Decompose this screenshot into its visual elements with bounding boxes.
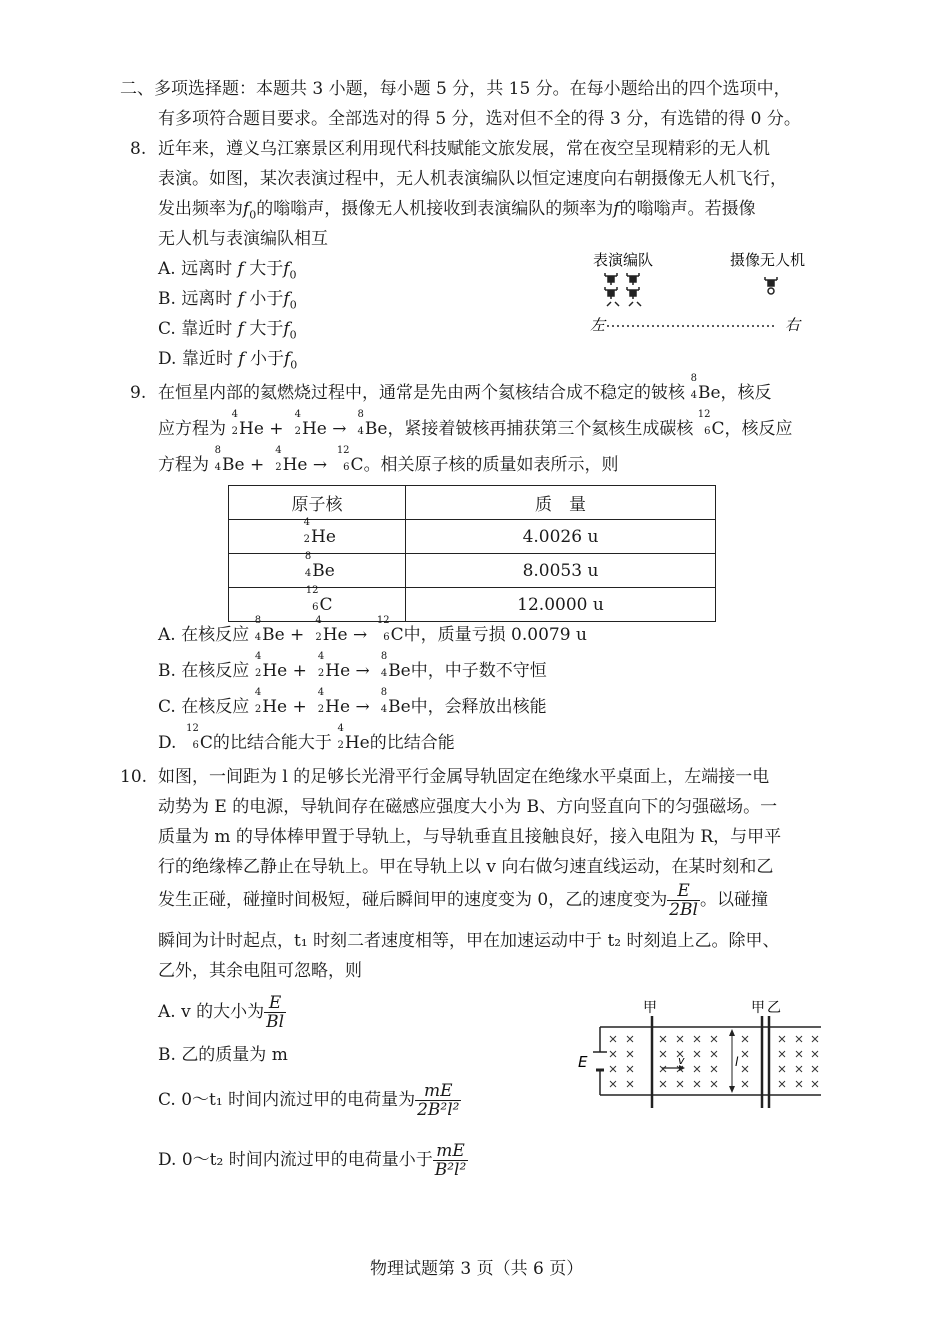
field-cross: [711, 1081, 717, 1087]
q8-line4: 无人机与表演编队相互: [158, 229, 328, 249]
table-row: [229, 588, 716, 622]
field-cross: [711, 1051, 717, 1057]
field-cross: [796, 1051, 802, 1057]
field-cross: [779, 1036, 785, 1042]
width-label: l: [735, 1055, 739, 1069]
q10-option-a[interactable]: A. v 的大小为 $\frac{E}{Bl}$: [158, 993, 285, 1032]
field-cross: [796, 1036, 802, 1042]
page-footer: 物理试题第 3 页（共 6 页）: [370, 1259, 584, 1279]
q10-line7: 乙外，其余电阻可忽略，则: [158, 961, 362, 981]
q8-number: 8.: [130, 139, 147, 159]
velocity-label: v: [678, 1054, 685, 1067]
field-cross: [660, 1051, 666, 1057]
mass-cell: 8.0053 u: [406, 554, 716, 588]
field-cross: [677, 1081, 683, 1087]
q9-option-b[interactable]: B. 在核反应 4 2 He + 4 2 He → 8 4 Be中，中子数不守恒: [158, 651, 547, 681]
field-cross: [610, 1081, 616, 1087]
q10-option-b[interactable]: B. 乙的质量为 m: [158, 1045, 288, 1065]
field-cross: [677, 1036, 683, 1042]
field-cross: [742, 1081, 748, 1087]
nucleus-cell: 12 6 C: [229, 588, 406, 622]
table-header-row: [229, 486, 716, 520]
field-cross: [627, 1036, 633, 1042]
q10-line4: 行的绝缘棒乙静止在导轨上。甲在导轨上以 v 向右做匀速直线运动，在某时刻和乙: [158, 857, 774, 877]
emf-label: E: [578, 1053, 588, 1071]
field-cross: [779, 1081, 785, 1087]
q8-line1: 近年来，遵义乌江寨景区利用现代科技赋能文旅发展，常在夜空呈现精彩的无人机: [158, 139, 770, 159]
q8-line2: 表演。如图，某次表演过程中，无人机表演编队以恒定速度向右朝摄像无人机飞行，: [158, 169, 787, 189]
field-cross: [711, 1036, 717, 1042]
table-header-mass: 质 量: [406, 486, 716, 520]
field-cross: [694, 1066, 700, 1072]
jia-left-label: 甲: [643, 1000, 657, 1016]
section-title-line2: 有多项符合题目要求。全部选对的得 5 分，选对但不全的得 3 分，有选错的得 0 分。: [158, 109, 801, 129]
field-cross: [694, 1036, 700, 1042]
table-header-nucleus: 原子核: [229, 486, 406, 520]
yi-label: 乙: [767, 1000, 781, 1016]
q8-option-a[interactable]: A. 远离时 f 大于$f_0$: [158, 259, 297, 282]
camera-drone-label: 摄像无人机: [730, 251, 806, 269]
q10-line5: 发生正碰，碰撞时间极短，碰后瞬间甲的速度变为 0，乙的速度变为 $\frac{E}{2Bl}$ 。以碰撞: [158, 881, 768, 920]
field-cross: [812, 1066, 818, 1072]
field-cross: [610, 1051, 616, 1057]
field-cross: [694, 1051, 700, 1057]
field-cross: [610, 1036, 616, 1042]
q10-option-c[interactable]: C. 0～t₁ 时间内流过甲的电荷量为 $\frac{mE}{\text{2B²l²}}$: [158, 1081, 460, 1120]
mass-table: [228, 485, 716, 622]
q10-rail-figure: [575, 996, 830, 1116]
table-row: [229, 520, 716, 554]
field-cross: [610, 1066, 616, 1072]
q8-option-d[interactable]: D. 靠近时 f 小于$f_0$: [158, 349, 298, 372]
q9-line1: 在恒星内部的氦燃烧过程中，通常是先由两个氦核结合成不稳定的铍核 8 4 Be，核反: [158, 373, 772, 403]
nucleus-cell: 8 4 Be: [229, 554, 406, 588]
field-cross: [812, 1081, 818, 1087]
field-cross: [812, 1036, 818, 1042]
q10-line3: 质量为 m 的导体棒甲置于导轨上，与导轨垂直且接触良好，接入电阻为 R，与甲平: [158, 827, 782, 847]
q8-drone-figure: [585, 248, 835, 340]
field-cross: [742, 1051, 748, 1057]
q10-option-d[interactable]: D. 0～t₂ 时间内流过甲的电荷量小于 $\frac{mE}{\text{B²l²}}$: [158, 1141, 467, 1180]
q8-option-b[interactable]: B. 远离时 f 小于$f_0$: [158, 289, 297, 312]
table-row: [229, 554, 716, 588]
formation-drones-icon: [605, 273, 641, 306]
q9-line3: 方程为 8 4 Be + 4 2 He → 12 6 C。相关原子核的质量如表所示，则: [158, 445, 619, 475]
field-cross: [627, 1081, 633, 1087]
field-cross: [711, 1066, 717, 1072]
magnetic-field-crosses: [610, 1036, 818, 1087]
nucleus-cell: 4 2 He: [229, 520, 406, 554]
right-label: 右: [785, 316, 801, 334]
q10-number: 10.: [120, 767, 148, 787]
jia-right-label: 甲: [751, 1000, 765, 1016]
q9-line2: 应方程为 4 2 He + 4 2 He → 8 4 Be，紧接着铍核再捕获第三个氦核生成碳核 12 6 C，核反应: [158, 409, 793, 439]
formation-label: 表演编队: [593, 251, 654, 269]
field-cross: [660, 1066, 666, 1072]
field-cross: [812, 1051, 818, 1057]
field-cross: [779, 1066, 785, 1072]
field-cross: [742, 1066, 748, 1072]
q9-number: 9.: [130, 383, 147, 403]
q9-option-a[interactable]: A. 在核反应 8 4 Be + 4 2 He → 12 6 C中，质量亏损 0.0079 u: [158, 615, 587, 645]
field-cross: [627, 1066, 633, 1072]
field-cross: [627, 1051, 633, 1057]
q8-line3: 发出频率为$f_0$的嗡嗡声，摄像无人机接收到表演编队的频率为f的嗡嗡声。若摄像: [158, 199, 756, 222]
field-cross: [660, 1081, 666, 1087]
q9-option-c[interactable]: C. 在核反应 4 2 He + 4 2 He → 8 4 Be中，会释放出核能: [158, 687, 547, 717]
mass-cell: 4.0026 u: [406, 520, 716, 554]
field-cross: [660, 1036, 666, 1042]
q9-option-d[interactable]: D. 12 6 C的比结合能大于 4 2 He的比结合能: [158, 723, 455, 753]
camera-drone-icon: [765, 277, 777, 294]
field-cross: [742, 1036, 748, 1042]
field-cross: [779, 1051, 785, 1057]
field-cross: [796, 1081, 802, 1087]
q10-line1: 如图，一间距为 l 的足够长光滑平行金属导轨固定在绝缘水平桌面上，左端接一电: [158, 767, 770, 787]
q10-line2: 动势为 E 的电源，导轨间存在磁感应强度大小为 B、方向竖直向下的匀强磁场。一: [158, 797, 778, 817]
section-title-line1: 二、多项选择题：本题共 3 小题，每小题 5 分，共 15 分。在每小题给出的四个选项中，: [120, 79, 791, 99]
q10-line6: 瞬间为计时起点，t₁ 时刻二者速度相等，甲在加速运动中于 t₂ 时刻追上乙。除甲、: [158, 931, 780, 951]
field-cross: [796, 1066, 802, 1072]
mass-cell: 12.0000 u: [406, 588, 716, 622]
field-cross: [694, 1081, 700, 1087]
q8-option-c[interactable]: C. 靠近时 f 大于$f_0$: [158, 319, 297, 342]
left-label: 左: [590, 316, 606, 334]
